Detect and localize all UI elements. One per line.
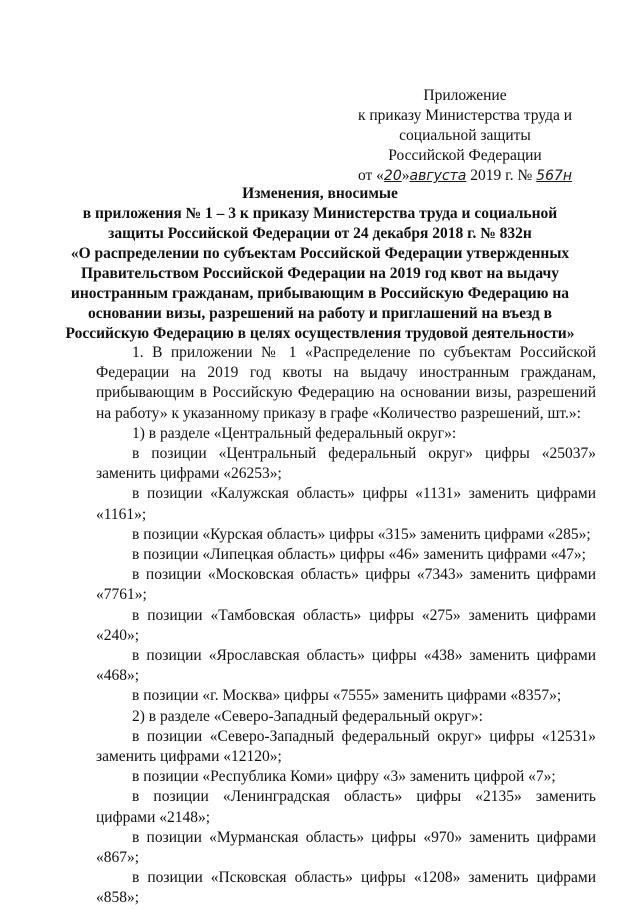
paragraph-section-northwest: 2) в разделе «Северо-Западный федеральный округ»: [132,707,483,725]
paragraph: в позиции «Липецкая область» цифры «46» заменить цифрами «47»; [132,546,586,564]
title-line: Изменения, вносимые [242,185,398,202]
date-prefix: от « [357,167,384,184]
paragraph: в позиции «Ярославская область» цифры «438» заменить цифрами «468»; [96,647,596,685]
paragraph-section-central: 1) в разделе «Центральный федеральный округ»: [132,424,457,442]
title-line: Правительством Российской Федерации на 2019 год квот на выдачу [81,265,559,282]
title-line: основании визы, разрешений на работу и приглашений на въезд в [88,305,552,322]
appendix-label: Приложение [423,87,507,104]
title-line: Российскую Федерацию в целях осуществления трудовой деятельности» [65,325,575,342]
paragraph: в позиции «Центральный федеральный округ» цифры «25037» заменить цифрами «26253»; [96,445,596,483]
title-line: «О распределении по субъектам Российской Федерации утвержденных [70,245,570,262]
date-mid: » [401,167,410,184]
document-body [96,343,596,909]
appendix-order-ref: к приказу Министерства труда и [357,107,573,124]
paragraph: в позиции «Калужская область» цифры «1131» заменить цифрами «1161»; [96,485,596,523]
title-line: защиты Российской Федерации от 24 декабря 2018 г. № 832н [108,225,532,242]
handwritten-day: 20 [383,168,402,184]
paragraph: в позиции «г. Москва» цифры «7555» заменить цифрами «8357»; [132,687,562,705]
appendix-date-line [340,166,590,186]
paragraph: в позиции «Тамбовская область» цифры «275» заменить цифрами «240»; [96,606,596,644]
paragraph: в позиции «Московская область» цифры «7343» заменить цифрами «7761»; [96,566,596,604]
appendix-header [340,86,590,186]
handwritten-order-number: 567н [536,168,573,184]
document-title [40,184,600,344]
paragraph: в позиции «Северо-Западный федеральный округ» цифры «12531» заменить цифрами «12120»; [96,727,596,766]
paragraph: в позиции «Мурманская область» цифры «970» заменить цифрами «867»; [96,828,596,867]
paragraph: в позиции «Ленинградская область» цифры «2135» заменить цифрами «2148»; [96,788,596,826]
appendix-country: Российской Федерации [388,147,542,164]
date-year: 2019 г. № [466,167,537,184]
paragraph: в позиции «Курская область» цифры «315» заменить цифрами «285»; [132,525,591,543]
paragraph: в позиции «Псковская область» цифры «1208» заменить цифрами «858»; [96,869,596,907]
appendix-ministry: социальной защиты [399,127,531,144]
title-line: иностранным гражданам, прибывающим в Российскую Федерацию на [70,285,570,302]
paragraph: в позиции «Республика Коми» цифру «3» заменить цифрой «7»; [132,768,556,786]
title-line: в приложения № 1 – 3 к приказу Министерства труда и социальной [82,205,558,222]
paragraph-item-1: 1. В приложении № 1 «Распределение по субъектам Российской Федерации на 2019 год квоты на выдачу иностранным гражданам, прибывающим в Российскую Федерацию на основании визы, разрешений на работу» к указанному приказу в графе «Количество разрешений, шт.»: [96,344,596,422]
handwritten-month: августа [409,168,467,184]
